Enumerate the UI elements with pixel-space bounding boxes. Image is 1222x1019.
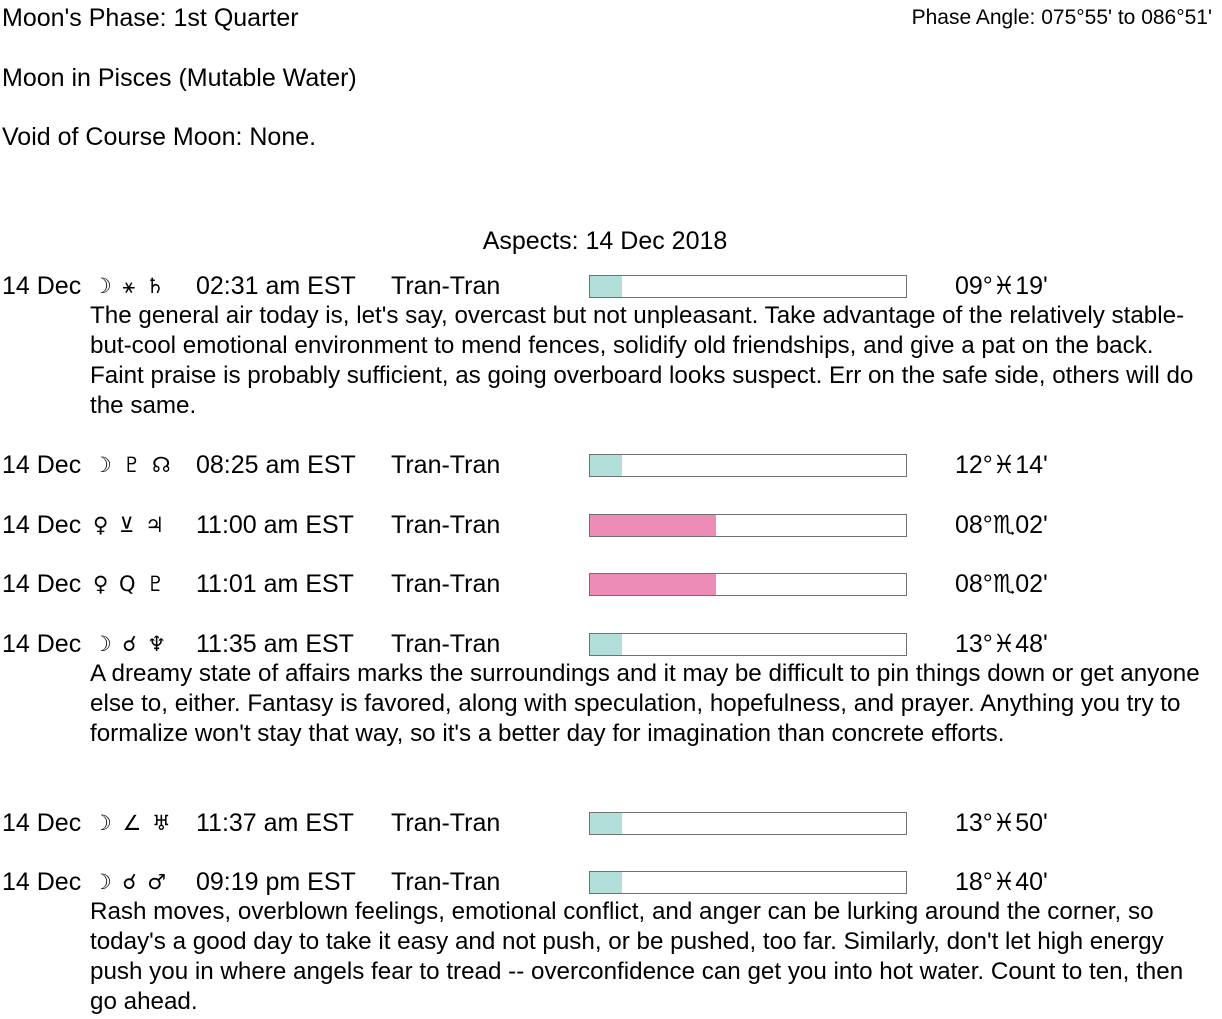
aspect-strength-bar [589, 514, 907, 537]
aspect-row [0, 629, 1222, 659]
aspect-position: 13°♓50' [955, 809, 1048, 837]
aspect-strength-fill [590, 276, 622, 297]
aspect-date: 14 Dec [2, 511, 82, 539]
aspect-strength-fill [590, 813, 622, 834]
aspect-strength-bar [589, 633, 907, 656]
phase-angle: Phase Angle: 075°55' to 086°51' [911, 6, 1212, 29]
aspect-glyphs-icon: ☽ ☌ ♂ [93, 870, 169, 894]
aspect-date: 14 Dec [2, 451, 82, 479]
aspect-glyphs-icon: ☽ ☌ ♆ [93, 632, 169, 656]
aspect-position: 18°♓40' [955, 868, 1048, 896]
aspect-time: 09:19 pm EST [196, 868, 356, 896]
aspect-time: 11:35 am EST [196, 630, 354, 658]
aspect-position: 09°♓19' [955, 272, 1048, 300]
aspect-position: 08°♏02' [955, 511, 1048, 539]
aspect-strength-fill [590, 515, 716, 536]
aspect-time: 11:00 am EST [196, 511, 354, 539]
aspect-strength-bar [589, 871, 907, 894]
aspect-strength-fill [590, 872, 622, 893]
aspect-glyphs-icon: ☽ ♇ ☊ [93, 453, 173, 477]
aspect-relation: Tran-Tran [391, 511, 501, 539]
aspect-glyphs-icon: ♀ ⊻ ♃ [93, 513, 166, 537]
moon-sign: Moon in Pisces (Mutable Water) [2, 64, 357, 92]
aspect-time: 08:25 am EST [196, 451, 356, 479]
aspects-title: Aspects: 14 Dec 2018 [482, 227, 728, 255]
aspect-relation: Tran-Tran [391, 272, 501, 300]
aspect-row [0, 867, 1222, 897]
aspect-description: The general air today is, let's say, overcast but not unpleasant. Take advantage of the relatively stable-but-cool emotional environment to mend fences, solidify old friendships, and give a pat on the back. Faint praise is probably sufficient, as going overboard looks suspect. Err on the safe side, others will do the same. [90, 302, 1194, 419]
aspect-relation: Tran-Tran [391, 809, 501, 837]
aspect-position: 12°♓14' [955, 451, 1048, 479]
void-of-course: Void of Course Moon: None. [2, 123, 317, 151]
aspect-strength-bar [589, 812, 907, 835]
aspect-glyphs-icon: ♀ Q ♇ [93, 572, 168, 596]
aspect-time: 02:31 am EST [196, 272, 356, 300]
aspect-row [0, 569, 1222, 599]
aspect-row [0, 271, 1222, 301]
aspect-strength-fill [590, 574, 716, 595]
aspect-date: 14 Dec [2, 868, 82, 896]
aspect-description: A dreamy state of affairs marks the surroundings and it may be difficult to pin things down or get anyone else to, either. Fantasy is favored, along with speculation, hopefulness, and prayer. Anything you try to formalize won't stay that way, so it's a better day for imagination than concrete efforts. [90, 660, 1200, 747]
aspect-position: 13°♓48' [955, 630, 1048, 658]
aspect-strength-bar [589, 573, 907, 596]
aspect-time: 11:01 am EST [196, 570, 354, 598]
aspect-time: 11:37 am EST [196, 809, 354, 837]
aspect-date: 14 Dec [2, 272, 82, 300]
aspect-date: 14 Dec [2, 630, 82, 658]
aspect-relation: Tran-Tran [391, 630, 501, 658]
aspect-glyphs-icon: ☽ ∠ ♅ [93, 811, 173, 835]
aspect-strength-bar [589, 454, 907, 477]
aspect-date: 14 Dec [2, 570, 82, 598]
aspect-date: 14 Dec [2, 809, 82, 837]
aspect-position: 08°♏02' [955, 570, 1048, 598]
aspect-glyphs-icon: ☽ ⚹ ♄ [93, 274, 167, 298]
aspect-relation: Tran-Tran [391, 868, 501, 896]
aspect-description: Rash moves, overblown feelings, emotional conflict, and anger can be lurking around the corner, so today's a good day to take it easy and not push, or be pushed, too far. Similarly, don't let high energy push you in where angels fear to tread -- overconfidence can get you into hot water. Count to ten, then go ahead. [90, 898, 1184, 1015]
aspect-row [0, 510, 1222, 540]
aspect-strength-fill [590, 455, 622, 476]
aspect-strength-bar [589, 275, 907, 298]
aspect-row [0, 450, 1222, 480]
aspect-row [0, 808, 1222, 838]
moon-phase: Moon's Phase: 1st Quarter [2, 4, 299, 32]
aspect-relation: Tran-Tran [391, 570, 501, 598]
aspect-strength-fill [590, 634, 622, 655]
aspect-relation: Tran-Tran [391, 451, 501, 479]
